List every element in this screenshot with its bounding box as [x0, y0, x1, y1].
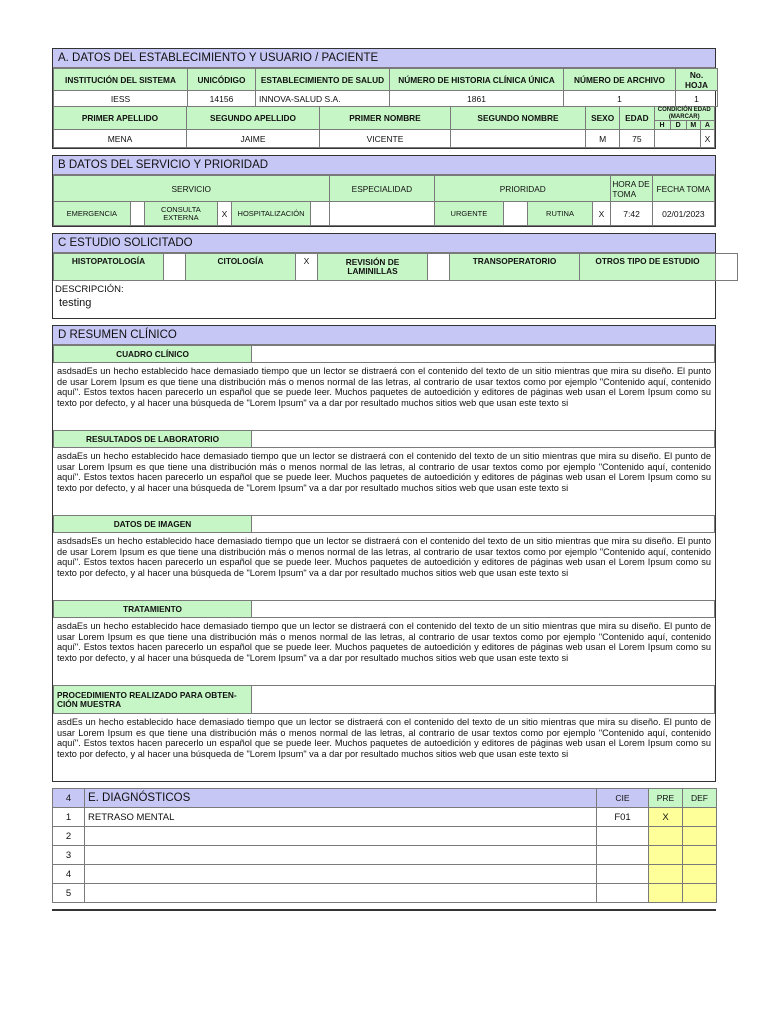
diag-pre[interactable]: [649, 865, 683, 884]
table-row: [53, 808, 717, 827]
value-hora-toma: 7:42: [611, 202, 652, 226]
label-procedimiento: PROCEDIMIENTO REALIZADO PARA OBTEN-CIÓN MUESTRA: [54, 686, 252, 714]
text-procedimiento: asdEs un hecho establecido hace demasiado tiempo que un lector se distraerá con el contenido del texto de un sitio mientras que mira su diseño. El punto de usar Lorem Ipsum es que tiene una distribución más o menos normal de las letras, al contrario de usar textos como por ejemplo "Contenido aquí, contenido aquí". Estos textos hacen parecerlo un español que se puede leer. Muchos paquetes de autoedición y editores de páginas web usan el Lorem Ipsum como su texto por defecto, y al hacer una búsqueda de "Lorem Ipsum" va a dar por resultado muchos sitios web que usan este texto si: [57, 717, 711, 759]
cond-d: D: [670, 121, 686, 130]
label-otros-estudio: OTROS TIPO DE ESTUDIO: [580, 254, 716, 281]
header-institucion: INSTITUCIÓN DEL SISTEMA: [54, 69, 188, 91]
resumen-label-row: [53, 600, 715, 618]
label-citologia: CITOLOGÍA: [186, 254, 296, 281]
diag-pre[interactable]: [649, 827, 683, 846]
text-cuadro-clinico: asdsadEs un hecho establecido hace demasiado tiempo que un lector se distraerá con el contenido del texto de un sitio mientras que mira su diseño. El punto de usar Lorem Ipsum es que tiene una distribución más o menos normal de las letras, al contrario de usar textos como por ejemplo "Contenido aquí, contenido aquí". Estos textos hacen parecerlo un español que se puede leer. Muchos paquetes de autoedición y editores de páginas web usan el Lorem Ipsum como su texto por defecto, y al hacer una búsqueda de "Lorem Ipsum" va a dar por resultado muchos sitios web que usan este texto si: [57, 366, 711, 408]
resumen-label-row: [53, 430, 715, 448]
description-label: DESCRIPCIÓN:: [55, 284, 124, 295]
header-servicio: SERVICIO: [54, 176, 330, 202]
header-establecimiento: ESTABLECIMIENTO DE SALUD: [256, 69, 390, 91]
check-consulta-externa[interactable]: X: [217, 202, 232, 226]
diag-cie: [597, 884, 649, 903]
patient-table: [53, 106, 715, 148]
diag-def[interactable]: [683, 846, 717, 865]
diag-number: 4: [53, 865, 85, 884]
diag-pre[interactable]: [649, 846, 683, 865]
header-unicodigo: UNICÓDIGO: [188, 69, 256, 91]
value-primer-nombre: VICENTE: [320, 130, 451, 148]
study-table: [53, 253, 738, 281]
label-datos-imagen: DATOS DE IMAGEN: [54, 516, 252, 533]
section-e-title: E. DIAGNÓSTICOS: [85, 789, 597, 808]
table-row: [53, 846, 717, 865]
label-revision-laminillas: REVISIÓN DE LAMINILLAS: [318, 254, 428, 281]
diag-name: [85, 865, 597, 884]
header-edad: EDAD: [620, 107, 654, 130]
diag-cie: F01: [597, 808, 649, 827]
establishment-table: [53, 68, 718, 107]
label-histopatologia: HISTOPATOLOGÍA: [54, 254, 164, 281]
value-fecha-toma: 02/01/2023: [652, 202, 714, 226]
section-b: [52, 155, 716, 227]
diag-number: 5: [53, 884, 85, 903]
label-fill: [252, 516, 715, 533]
diag-number: 3: [53, 846, 85, 865]
label-urgente: URGENTE: [435, 202, 503, 226]
label-fill: [252, 431, 715, 448]
form-page: [52, 48, 716, 911]
header-cie: CIE: [597, 789, 649, 808]
header-fecha-toma: FECHA TOMA: [652, 176, 714, 202]
value-primer-apellido: MENA: [54, 130, 187, 148]
diag-number: 2: [53, 827, 85, 846]
resumen-block-cuadro: [53, 345, 715, 430]
diag-def[interactable]: [683, 808, 717, 827]
section-a: [52, 48, 716, 149]
header-hora-toma: HORA DE TOMA: [611, 176, 652, 202]
diag-name: [85, 884, 597, 903]
label-emergencia: EMERGENCIA: [54, 202, 131, 226]
header-segundo-apellido: SEGUNDO APELLIDO: [187, 107, 320, 130]
label-fill: [252, 601, 715, 618]
label-cuadro-clinico: CUADRO CLÍNICO: [54, 346, 252, 363]
label-transoperatorio: TRANSOPERATORIO: [450, 254, 580, 281]
bottom-divider: [52, 909, 716, 911]
diag-name: RETRASO MENTAL: [85, 808, 597, 827]
header-sexo: SEXO: [586, 107, 620, 130]
diag-def[interactable]: [683, 865, 717, 884]
label-tratamiento: TRATAMIENTO: [54, 601, 252, 618]
value-hoja: 1: [676, 91, 718, 107]
text-laboratorio: asdaEs un hecho establecido hace demasiado tiempo que un lector se distraerá con el contenido del texto de un sitio mientras que mira su diseño. El punto de usar Lorem Ipsum es que tiene una distribución más o menos normal de las letras, al contrario de usar textos como por ejemplo "Contenido aquí, contenido aquí". Estos textos hacen parecerlo un español que se puede leer. Muchos paquetes de autoedición y editores de páginas web usan el Lorem Ipsum como su texto por defecto, y al hacer una búsqueda de "Lorem Ipsum" va a dar por resultado muchos sitios web que usan este texto si: [57, 451, 711, 493]
header-especialidad: ESPECIALIDAD: [329, 176, 435, 202]
resumen-block-tratamiento: [53, 600, 715, 685]
check-rutina[interactable]: X: [592, 202, 611, 226]
section-d-title: D RESUMEN CLÍNICO: [53, 326, 715, 345]
check-hospitalizacion[interactable]: [310, 202, 329, 226]
check-urgente[interactable]: [503, 202, 528, 226]
value-segundo-nombre: [450, 130, 585, 148]
value-archivo: 1: [564, 91, 676, 107]
diag-pre[interactable]: X: [649, 808, 683, 827]
label-laboratorio: RESULTADOS DE LABORATORIO: [54, 431, 252, 448]
section-c-title: C ESTUDIO SOLICITADO: [53, 234, 715, 253]
label-rutina: RUTINA: [528, 202, 592, 226]
check-otros-estudio[interactable]: [716, 254, 738, 281]
header-pre: PRE: [649, 789, 683, 808]
header-historia: NÚMERO DE HISTORIA CLÍNICA ÚNICA: [390, 69, 564, 91]
label-hospitalizacion: HOSPITALIZACIÓN: [232, 202, 311, 226]
header-prioridad: PRIORIDAD: [435, 176, 611, 202]
diag-name: [85, 827, 597, 846]
value-cond-a: X: [700, 130, 714, 148]
value-especialidad: [329, 202, 435, 226]
value-segundo-apellido: JAIME: [187, 130, 320, 148]
section-d: [52, 325, 716, 782]
diag-def[interactable]: [683, 884, 717, 903]
table-row: [53, 827, 717, 846]
description-block: [53, 281, 715, 318]
diag-def[interactable]: [683, 827, 717, 846]
header-def: DEF: [683, 789, 717, 808]
label-fill: [252, 686, 715, 714]
diag-pre[interactable]: [649, 884, 683, 903]
diag-number: 1: [53, 808, 85, 827]
description-value: testing: [59, 297, 92, 309]
value-cond-empty: [654, 130, 700, 148]
section-c: [52, 233, 716, 319]
header-segundo-nombre: SEGUNDO NOMBRE: [450, 107, 585, 130]
check-citologia[interactable]: X: [296, 254, 318, 281]
check-histopatologia[interactable]: [164, 254, 186, 281]
resumen-block-imagen: [53, 515, 715, 600]
resumen-label-row: [53, 685, 715, 714]
label-fill: [252, 346, 715, 363]
value-institucion: IESS: [54, 91, 188, 107]
value-historia: 1861: [390, 91, 564, 107]
value-sexo: M: [586, 130, 620, 148]
resumen-label-row: [53, 515, 715, 533]
value-establecimiento: INNOVA-SALUD S.A.: [256, 91, 390, 107]
header-hoja: No. HOJA: [676, 69, 718, 91]
section-a-title: A. DATOS DEL ESTABLECIMIENTO Y USUARIO / PACIENTE: [53, 49, 715, 68]
header-archivo: NÚMERO DE ARCHIVO: [564, 69, 676, 91]
diag-cie: [597, 846, 649, 865]
diag-cie: [597, 827, 649, 846]
header-condicion-edad: CONDICIÓN EDAD (MARCAR): [654, 107, 715, 121]
resumen-label-row: [53, 345, 715, 363]
diagnosticos-table: [52, 788, 717, 903]
table-row: [53, 884, 717, 903]
value-edad: 75: [620, 130, 654, 148]
resumen-block-procedimiento: [53, 685, 715, 781]
label-consulta-externa: CONSULTA EXTERNA: [145, 202, 218, 226]
text-datos-imagen: asdsadsEs un hecho establecido hace demasiado tiempo que un lector se distraerá con el contenido del texto de un sitio mientras que mira su diseño. El punto de usar Lorem Ipsum es que tiene una distribución más o menos normal de las letras, al contrario de usar textos como por ejemplo "Contenido aquí, contenido aquí". Estos textos hacen parecerlo un español que se puede leer. Muchos paquetes de autoedición y editores de páginas web usan el Lorem Ipsum como su texto por defecto, y al hacer una búsqueda de "Lorem Ipsum" va a dar por resultado muchos sitios web que usan este texto si: [57, 536, 711, 578]
section-b-title: B DATOS DEL SERVICIO Y PRIORIDAD: [53, 156, 715, 175]
value-unicodigo: 14156: [188, 91, 256, 107]
diag-name: [85, 846, 597, 865]
cond-h: H: [654, 121, 670, 130]
resumen-block-laboratorio: [53, 430, 715, 515]
text-tratamiento: asdaEs un hecho establecido hace demasiado tiempo que un lector se distraerá con el contenido del texto de un sitio mientras que mira su diseño. El punto de usar Lorem Ipsum es que tiene una distribución más o menos normal de las letras, al contrario de usar textos como por ejemplo "Contenido aquí, contenido aquí". Estos textos hacen parecerlo un español que se puede leer. Muchos paquetes de autoedición y editores de páginas web usan el Lorem Ipsum como su texto por defecto, y al hacer una búsqueda de "Lorem Ipsum" va a dar por resultado muchos sitios web que usan este texto si: [57, 621, 711, 663]
cond-a: A: [700, 121, 714, 130]
table-row: [53, 865, 717, 884]
check-emergencia[interactable]: [130, 202, 145, 226]
check-revision-laminillas[interactable]: [428, 254, 450, 281]
service-table: [53, 175, 715, 226]
diag-count: 4: [53, 789, 85, 808]
header-primer-nombre: PRIMER NOMBRE: [320, 107, 451, 130]
diag-cie: [597, 865, 649, 884]
header-primer-apellido: PRIMER APELLIDO: [54, 107, 187, 130]
section-e: [52, 788, 716, 911]
cond-m: M: [686, 121, 700, 130]
